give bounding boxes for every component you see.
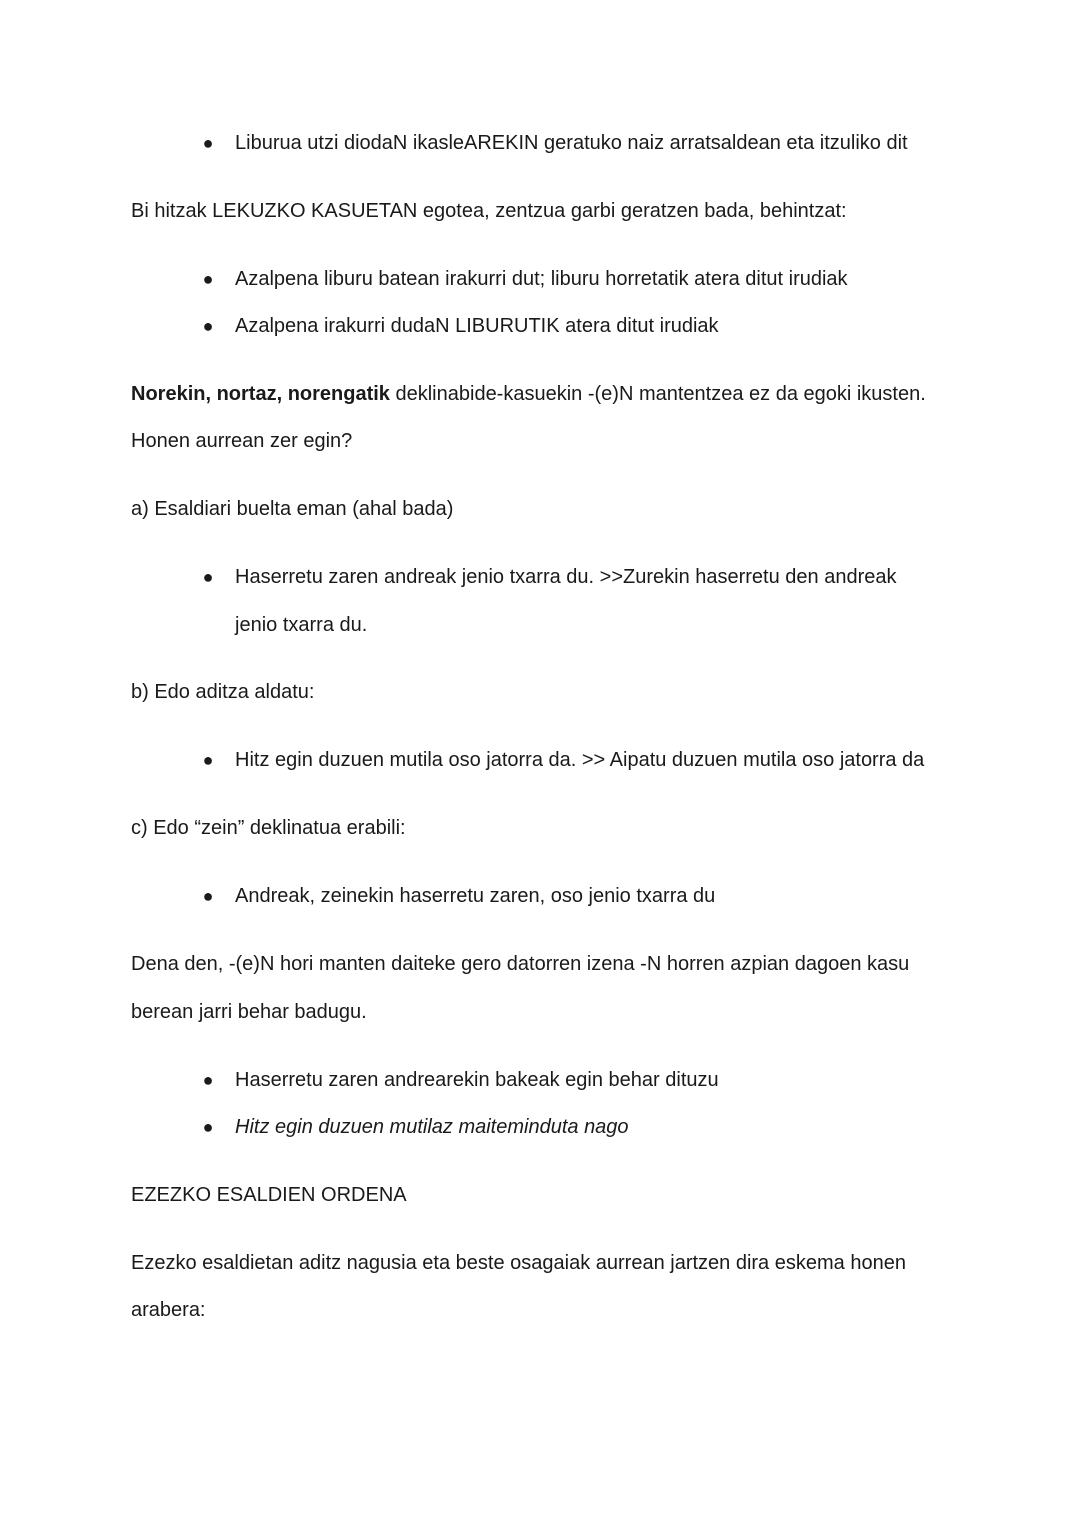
bullet-icon: ● <box>202 1070 214 1090</box>
paragraph-question: Honen aurrean zer egin? <box>131 430 353 452</box>
bullet-icon: ● <box>202 567 214 587</box>
italic-example: Hitz egin duzuen mutilaz maiteminduta nago <box>235 1116 629 1138</box>
bullet-icon: ● <box>202 316 214 336</box>
bold-cases: Norekin, nortaz, norengatik <box>131 383 390 405</box>
list-item-continuation: jenio txarra du. <box>235 614 368 636</box>
section-heading: EZEZKO ESALDIEN ORDENA <box>131 1184 407 1206</box>
list-item: Haserretu zaren andrearekin bakeak egin behar dituzu <box>235 1069 719 1091</box>
paragraph-ezezko-cont: arabera: <box>131 1299 206 1321</box>
list-item: Azalpena irakurri dudaN LIBURUTIK atera ditut irudiak <box>235 315 719 337</box>
paragraph-lekuzko: Bi hitzak LEKUZKO KASUETAN egotea, zentzua garbi geratzen bada, behintzat: <box>131 200 847 222</box>
list-item: Azalpena liburu batean irakurri dut; liburu horretatik atera ditut irudiak <box>235 268 848 290</box>
bullet-icon: ● <box>202 886 214 906</box>
paragraph-norekin-rest: deklinabide-kasuekin -(e)N mantentzea ez da egoki ikusten. <box>389 383 926 405</box>
paragraph-norekin <box>131 382 926 406</box>
list-item: Liburua utzi diodaN ikasleAREKIN geratuko naiz arratsaldean eta itzuliko dit <box>235 132 908 154</box>
bullet-icon: ● <box>202 1117 214 1137</box>
paragraph-dena-den-cont: berean jarri behar badugu. <box>131 1001 367 1023</box>
list-item: Haserretu zaren andreak jenio txarra du. >>Zurekin haserretu den andreak <box>235 566 897 588</box>
option-b: b) Edo aditza aldatu: <box>131 681 315 703</box>
bullet-icon: ● <box>202 133 214 153</box>
option-a: a) Esaldiari buelta eman (ahal bada) <box>131 498 454 520</box>
bullet-icon: ● <box>202 750 214 770</box>
paragraph-dena-den: Dena den, -(e)N hori manten daiteke gero datorren izena -N horren azpian dagoen kasu <box>131 953 910 975</box>
list-item: Andreak, zeinekin haserretu zaren, oso jenio txarra du <box>235 885 716 907</box>
list-item: Hitz egin duzuen mutila oso jatorra da. >> Aipatu duzuen mutila oso jatorra da <box>235 749 925 771</box>
paragraph-ezezko: Ezezko esaldietan aditz nagusia eta beste osagaiak aurrean jartzen dira eskema honen <box>131 1252 906 1274</box>
option-c: c) Edo “zein” deklinatua erabili: <box>131 817 406 839</box>
list-item <box>235 1115 629 1139</box>
bullet-icon: ● <box>202 269 214 289</box>
